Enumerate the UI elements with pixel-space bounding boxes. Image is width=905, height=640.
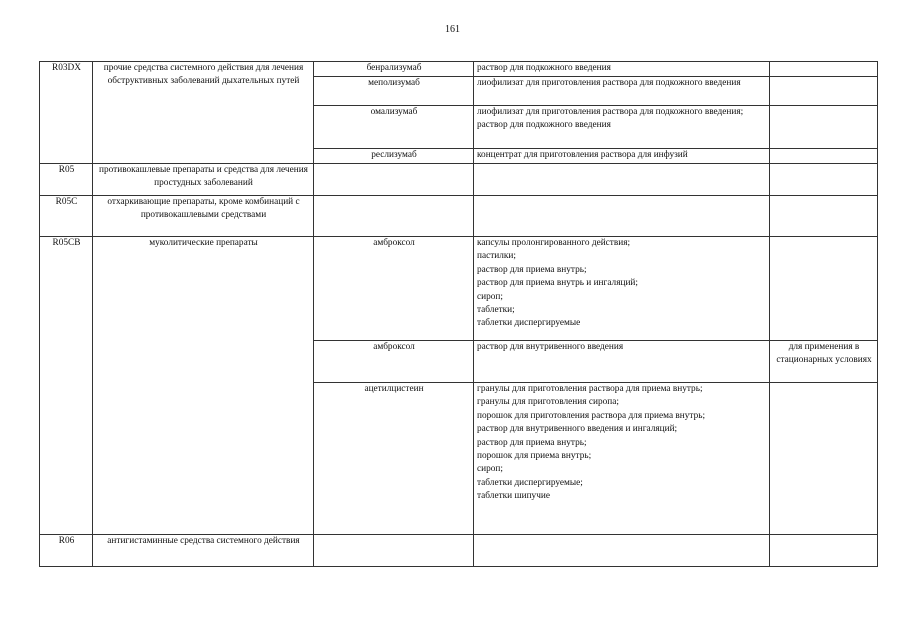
- dosage-form-cell: раствор для внутривенного введения: [474, 341, 770, 383]
- atc-code-cell: R06: [40, 535, 93, 567]
- inn-cell: бенрализумаб: [314, 62, 474, 77]
- note-cell: [770, 77, 878, 106]
- dosage-form-cell: [474, 196, 770, 237]
- atc-code-cell: R05CB: [40, 237, 93, 535]
- note-cell: для применения в стационарных условиях: [770, 341, 878, 383]
- group-name-cell: прочие средства системного действия для лечения обструктивных заболеваний дыхательных путей: [93, 62, 314, 164]
- dosage-form-cell: капсулы пролонгированного действия; пастилки; раствор для приема внутрь; раствор для приема внутрь и ингаляций; сироп; таблетки; таблетки диспергируемые: [474, 237, 770, 341]
- table-row: [40, 62, 878, 77]
- note-cell: [770, 237, 878, 341]
- group-name-cell: отхаркивающие препараты, кроме комбинаций с противокашлевыми средствами: [93, 196, 314, 237]
- note-cell: [770, 196, 878, 237]
- note-cell: [770, 62, 878, 77]
- table-row: [40, 164, 878, 196]
- inn-cell: [314, 164, 474, 196]
- inn-cell: меполизумаб: [314, 77, 474, 106]
- note-cell: [770, 149, 878, 164]
- atc-code-cell: R05C: [40, 196, 93, 237]
- atc-code-cell: R03DX: [40, 62, 93, 164]
- dosage-form-cell: [474, 164, 770, 196]
- group-name-cell: муколитические препараты: [93, 237, 314, 535]
- group-name-cell: антигистаминные средства системного действия: [93, 535, 314, 567]
- note-cell: [770, 164, 878, 196]
- dosage-form-cell: лиофилизат для приготовления раствора для подкожного введения; раствор для подкожного введения: [474, 106, 770, 149]
- table-row: [40, 535, 878, 567]
- inn-cell: амброксол: [314, 237, 474, 341]
- drug-table: [39, 61, 878, 567]
- dosage-form-cell: лиофилизат для приготовления раствора для подкожного введения: [474, 77, 770, 106]
- note-cell: [770, 383, 878, 535]
- dosage-form-cell: [474, 535, 770, 567]
- atc-code-cell: R05: [40, 164, 93, 196]
- note-cell: [770, 106, 878, 149]
- group-name-cell: противокашлевые препараты и средства для лечения простудных заболеваний: [93, 164, 314, 196]
- table-row: [40, 237, 878, 341]
- table-row: [40, 196, 878, 237]
- page-number: 161: [445, 24, 460, 35]
- inn-cell: ацетилцистеин: [314, 383, 474, 535]
- inn-cell: амброксол: [314, 341, 474, 383]
- dosage-form-cell: раствор для подкожного введения: [474, 62, 770, 77]
- inn-cell: реслизумаб: [314, 149, 474, 164]
- dosage-form-cell: гранулы для приготовления раствора для приема внутрь; гранулы для приготовления сиропа; порошок для приготовления раствора для приема внутрь; раствор для внутривенного введения и ингаляций; раствор для приема внутрь; порошок для приема внутрь; сироп; таблетки диспергируемые; таблетки шипучие: [474, 383, 770, 535]
- inn-cell: омализумаб: [314, 106, 474, 149]
- dosage-form-cell: концентрат для приготовления раствора для инфузий: [474, 149, 770, 164]
- inn-cell: [314, 196, 474, 237]
- inn-cell: [314, 535, 474, 567]
- note-cell: [770, 535, 878, 567]
